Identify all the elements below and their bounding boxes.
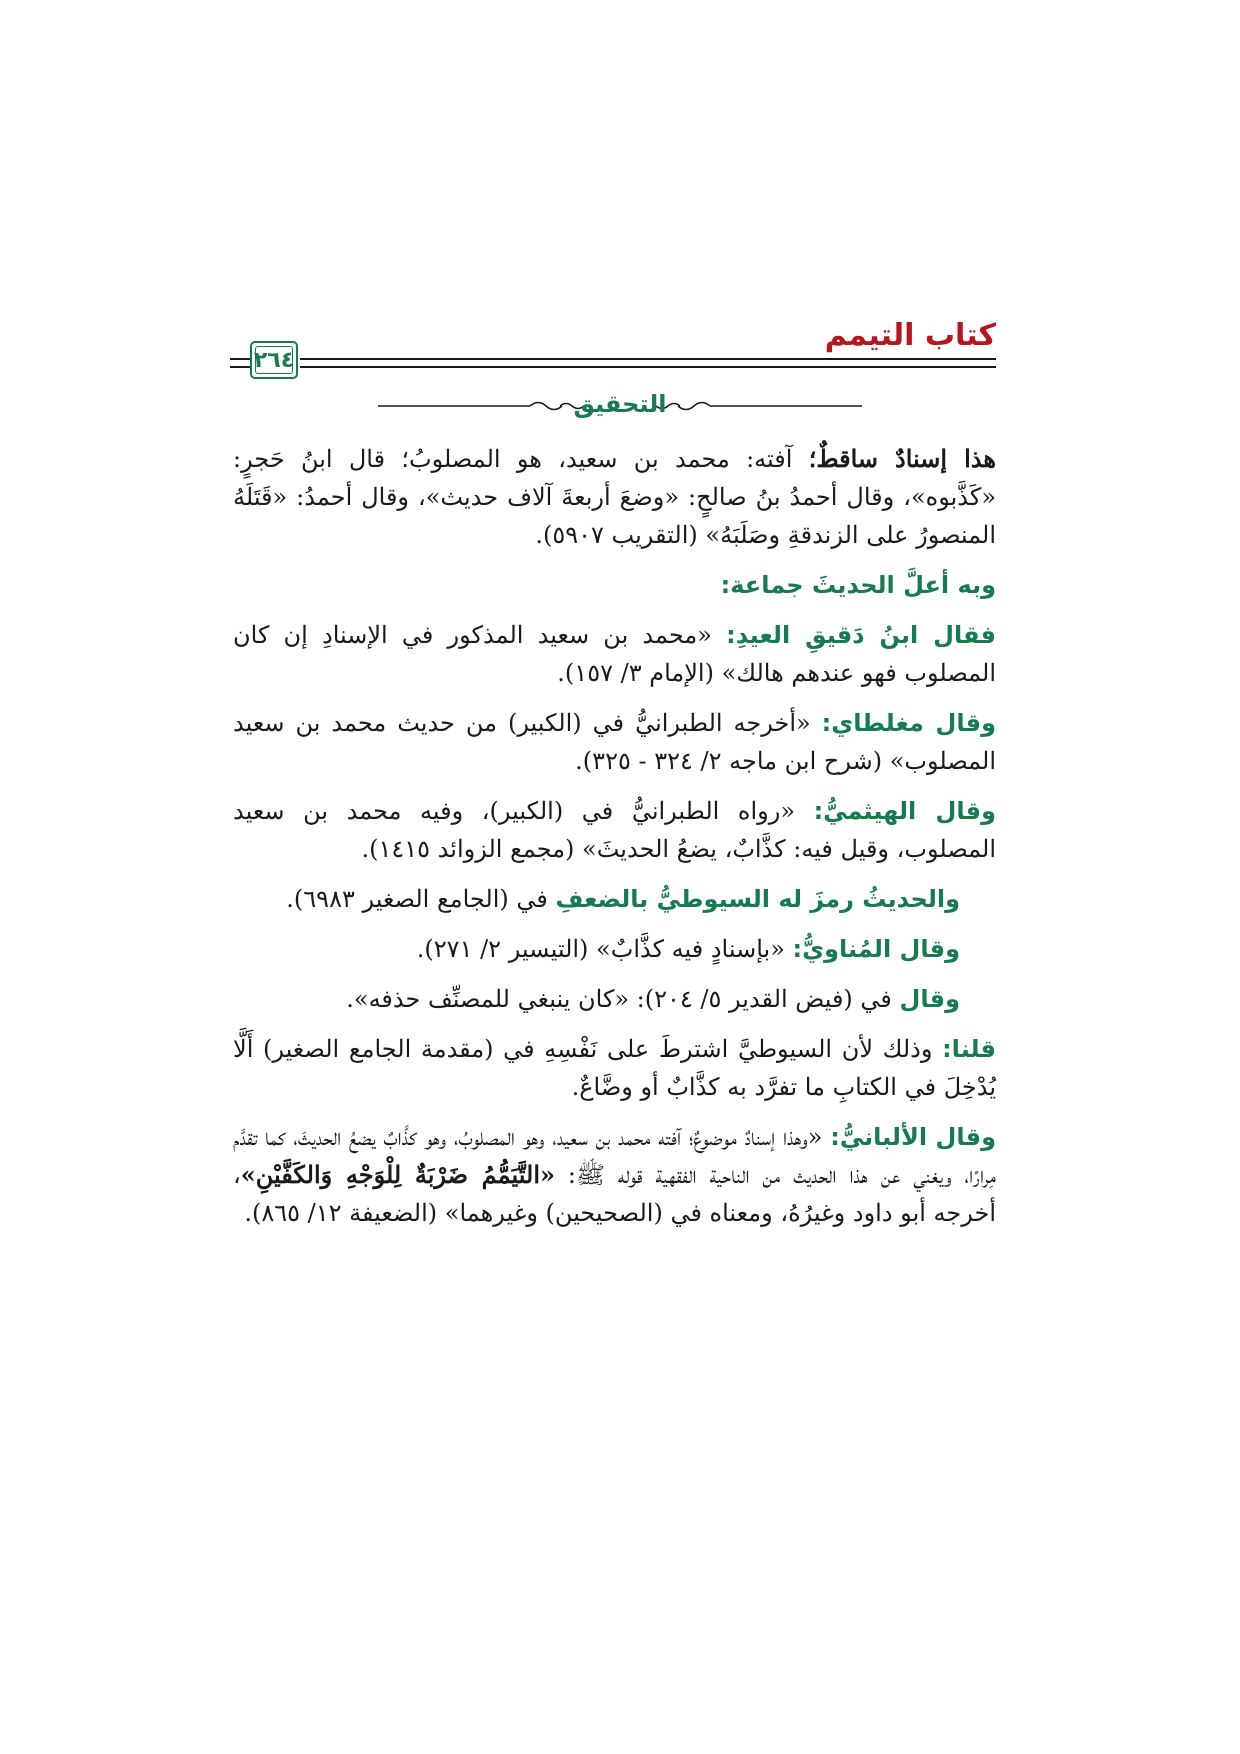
paragraph-9-lead: قلنا:	[942, 1035, 996, 1063]
section-divider	[360, 388, 880, 424]
paragraph-4-text: «أخرجه الطبرانيُّ في (الكبير) من حديث محمد بن سعيد المصلوب» (شرح ابن ماجه ٢/ ٣٢٤ - ٣٢٥).	[233, 709, 996, 775]
header-rule-left-stub-bottom	[230, 366, 250, 368]
paragraph-3-text: «محمد بن سعيد المذكور في الإسنادِ إن كان المصلوب فهو عندهم هالك» (الإمام ٣/ ١٥٧).	[233, 621, 996, 687]
paragraph-3	[233, 616, 996, 692]
paragraph-4	[233, 704, 996, 780]
header-rule-top	[300, 358, 996, 360]
paragraph-10-lead: وقال الألبانيُّ:	[830, 1123, 996, 1151]
paragraph-10-hadith: «التَّيَمُّمُ ضَرْبَةٌ لِلْوَجْهِ وَالكَفَّيْنِ»	[240, 1160, 555, 1189]
page-number-badge	[250, 341, 298, 379]
paragraph-7-lead: وقال المُناويُّ:	[792, 935, 960, 963]
paragraph-7-text: «بإسنادٍ فيه كذَّابٌ» (التيسير ٢/ ٢٧١).	[416, 935, 793, 963]
paragraph-5-lead: وقال الهيثميُّ:	[813, 797, 996, 825]
paragraph-10-text-b: ، أخرجه أبو داود وغيرُهُ، ومعناه في (الصحيحين) وغيرهما» (الضعيفة ١٢/ ٨٦٥).	[233, 1161, 996, 1227]
paragraph-1	[233, 440, 996, 554]
paragraph-1-lead: هذا إسنادٌ ساقطٌ؛	[808, 444, 996, 473]
paragraph-8-lead: وقال	[899, 985, 960, 1013]
paragraph-1-text: آفته: محمد بن سعيد، هو المصلوبُ؛ قال ابنُ حَجرٍ: «كَذَّبوه»، وقال أحمدُ بنُ صالحٍ: «وضعَ أربعةَ آلاف حديث»، وقال أحمدُ: «قَتَلَهُ المنصورُ على الزندقةِ وصَلَبَهُ» (التقريب ٥٩٠٧).	[233, 445, 996, 549]
page-number: ٢٦٤	[253, 347, 295, 373]
paragraph-6-text: في (الجامع الصغير ٦٩٨٣).	[286, 885, 556, 913]
paragraph-9-text: وذلك لأن السيوطيَّ اشترطَ على نَفْسِهِ في (مقدمة الجامع الصغير) أَلَّا يُدْخِلَ في الكتابِ ما تفرَّد به كذَّابٌ أو وضَّاعٌ.	[233, 1035, 996, 1101]
paragraph-8	[233, 980, 996, 1018]
main-content	[233, 440, 996, 1244]
section-title: التحقيق	[573, 390, 667, 418]
paragraph-8-text: في (فيض القدير ٥/ ٢٠٤): «كان ينبغي للمصنِّف حذفه».	[346, 985, 900, 1013]
header-rule-left-stub-top	[230, 358, 250, 360]
paragraph-2-heading: وبه أعلَّ الحديثَ جماعة:	[720, 571, 996, 599]
paragraph-3-lead: فقال ابنُ دَقيقِ العيدِ:	[726, 621, 997, 649]
paragraph-6	[233, 880, 996, 918]
header-rule-bottom	[300, 366, 996, 368]
paragraph-9	[233, 1030, 996, 1106]
paragraph-4-lead: وقال مغلطاي:	[821, 709, 997, 737]
paragraph-6-lead: والحديثُ رمزَ له السيوطيُّ بالضعفِ	[555, 885, 960, 913]
paragraph-10	[233, 1118, 996, 1232]
paragraph-10-text-a: «وهذا إسنادٌ موضوعٌ؛ آفته محمد بن سعيد، وهو المصلوبُ، وهو كذَّابٌ يضعُ الحديثَ، كما تقدَّم مِرارًا، ويغني عن هذا الحديث من الناحية الفقهية قوله ﷺ:	[233, 1123, 996, 1189]
book-title: كتاب التيمم	[824, 318, 996, 353]
paragraph-7	[233, 930, 996, 968]
paragraph-5	[233, 792, 996, 868]
paragraph-5-text: «رواه الطبرانيُّ في (الكبير)، وفيه محمد بن سعيد المصلوب، وقيل فيه: كذَّابٌ، يضعُ الحديثَ» (مجمع الزوائد ١٤١٥).	[233, 797, 996, 863]
